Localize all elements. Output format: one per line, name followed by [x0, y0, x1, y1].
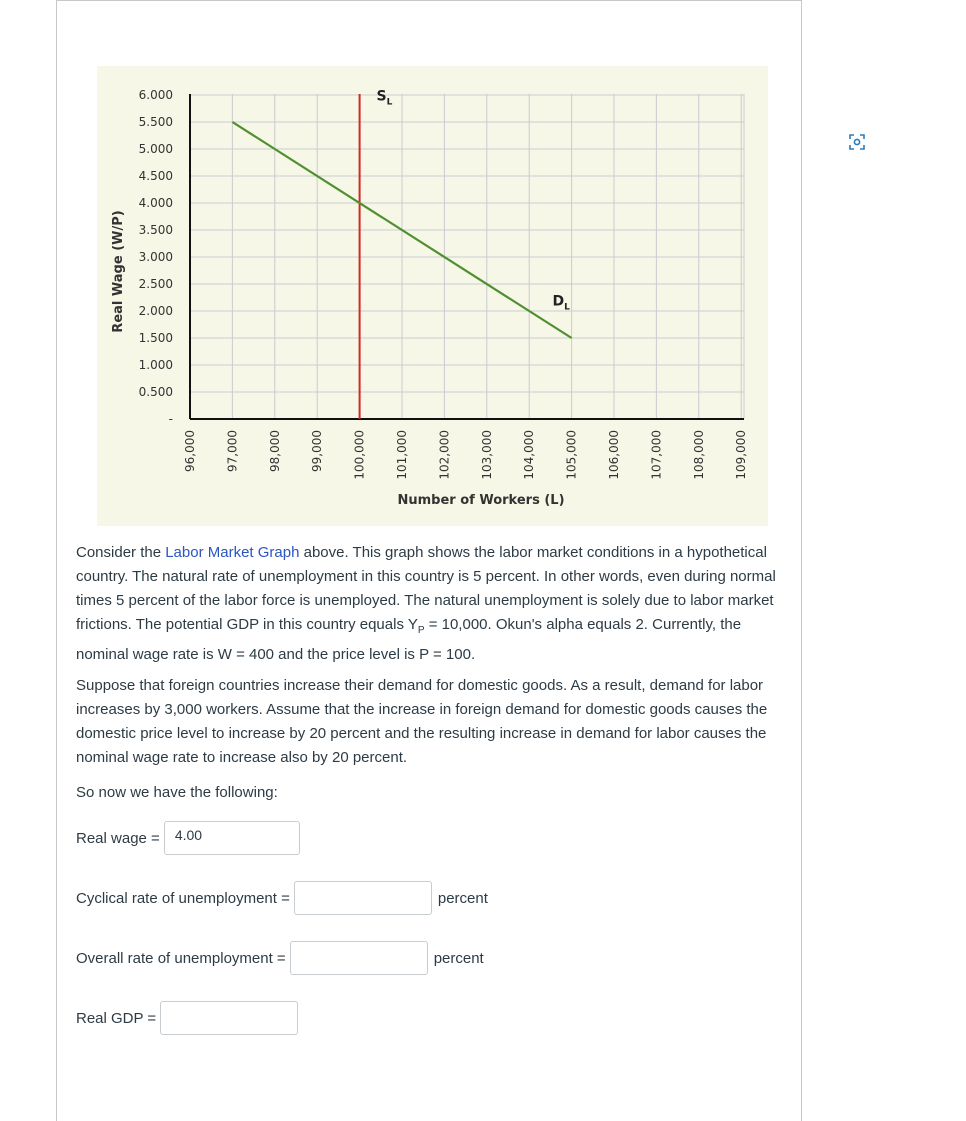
- x-tick-label: 96,000: [183, 430, 197, 472]
- overall-unit: percent: [433, 949, 484, 967]
- expand-icon: [845, 130, 869, 154]
- x-tick-label: 104,000: [522, 430, 537, 480]
- x-tick-label: 107,000: [649, 430, 664, 480]
- x-tick-label: 109,000: [734, 430, 749, 480]
- real-gdp-row: [76, 998, 302, 1038]
- x-axis-title: Number of Workers (L): [397, 493, 565, 508]
- x-tick-label: 105,000: [564, 430, 579, 480]
- y-tick-label: 5.000: [138, 142, 173, 156]
- question-paragraph-1: [76, 541, 776, 667]
- x-tick-label: 99,000: [310, 430, 325, 472]
- x-tick-label: 98,000: [267, 430, 282, 472]
- y-tick-label: 6.000: [138, 88, 173, 102]
- p1-text-body: above. This graph shows the labor market conditions in a hypothetical country. The natural rate of unemployment in this country is 5 percent. In other words, even during normal times 5 percent of the labor force is unemployed. The natural unemployment is solely due to labor market frictions. The potential GDP in this country equals Y: [76, 544, 776, 633]
- y-axis-title: Real Wage (W/P): [111, 210, 126, 333]
- question-paragraph-2: [76, 674, 776, 770]
- cyclical-unemployment-row: [76, 878, 488, 918]
- y-tick-label: 3.500: [138, 223, 173, 237]
- x-tick-label: 103,000: [479, 430, 494, 480]
- x-tick-label: 101,000: [395, 430, 409, 480]
- y-tick-label: 4.000: [138, 196, 173, 210]
- overall-unemployment-row: [76, 938, 484, 978]
- demand-curve-label: $D_L$: [552, 293, 570, 313]
- y-tick-label: 5.500: [138, 115, 173, 129]
- labor-market-graph-link[interactable]: Labor Market Graph: [165, 544, 300, 561]
- real-gdp-input[interactable]: [160, 1001, 298, 1035]
- question-paragraph-3: [76, 781, 776, 805]
- y-tick-label: 2.000: [138, 304, 173, 318]
- x-tick-label: 97,000: [225, 430, 240, 472]
- real-wage-input[interactable]: [164, 821, 300, 855]
- real-wage-label: Real wage =: [76, 829, 160, 847]
- cyclical-unemployment-input[interactable]: [294, 881, 432, 915]
- cyclical-unemployment-label: Cyclical rate of unemployment =: [76, 889, 290, 907]
- overall-unemployment-label: Overall rate of unemployment =: [76, 949, 286, 967]
- labor-market-graph: [97, 66, 768, 526]
- curve-label-subscript: L: [386, 97, 393, 108]
- y-tick-label: 1.500: [138, 331, 173, 345]
- y-tick-label: 4.500: [138, 169, 173, 183]
- y-tick-label: 3.000: [138, 250, 173, 264]
- p2-text: Suppose that foreign countries increase their demand for domestic goods. As a result, demand for labor increases by 3,000 workers. Assume that the increase in foreign demand for domestic goods causes the domestic price level to increase by 20 percent and the resulting increase in demand for labor causes the nominal wage rate to increase also by 20 percent.: [76, 677, 768, 766]
- y-tick-label: -: [168, 412, 173, 426]
- labor-market-chart: [97, 66, 768, 526]
- curve-label-subscript: L: [564, 302, 570, 313]
- y-tick-label: 2.500: [138, 277, 173, 291]
- y-tick-label: 0.500: [138, 385, 173, 399]
- p3-text: So now we have the following:: [76, 784, 278, 801]
- x-tick-label: 108,000: [691, 430, 706, 480]
- real-gdp-label: Real GDP =: [76, 1009, 157, 1027]
- expand-image-button[interactable]: [845, 130, 869, 154]
- cyclical-unit: percent: [437, 889, 488, 907]
- p1-text-end: = 10,000. Okun's alpha equals 2. Currently, the nominal wage rate is W = 400 and the price level is P = 100.: [76, 616, 742, 663]
- real-wage-row: [76, 818, 304, 858]
- p1-text-start: Consider the: [76, 544, 166, 561]
- p1-subscript: P: [417, 625, 425, 636]
- x-tick-label: 100,000: [352, 430, 367, 480]
- x-tick-label: 106,000: [607, 430, 621, 480]
- supply-curve-label: $S_L$: [376, 88, 393, 108]
- overall-unemployment-input[interactable]: [290, 941, 428, 975]
- y-tick-label: 1.000: [138, 358, 173, 372]
- x-tick-label: 102,000: [437, 430, 452, 480]
